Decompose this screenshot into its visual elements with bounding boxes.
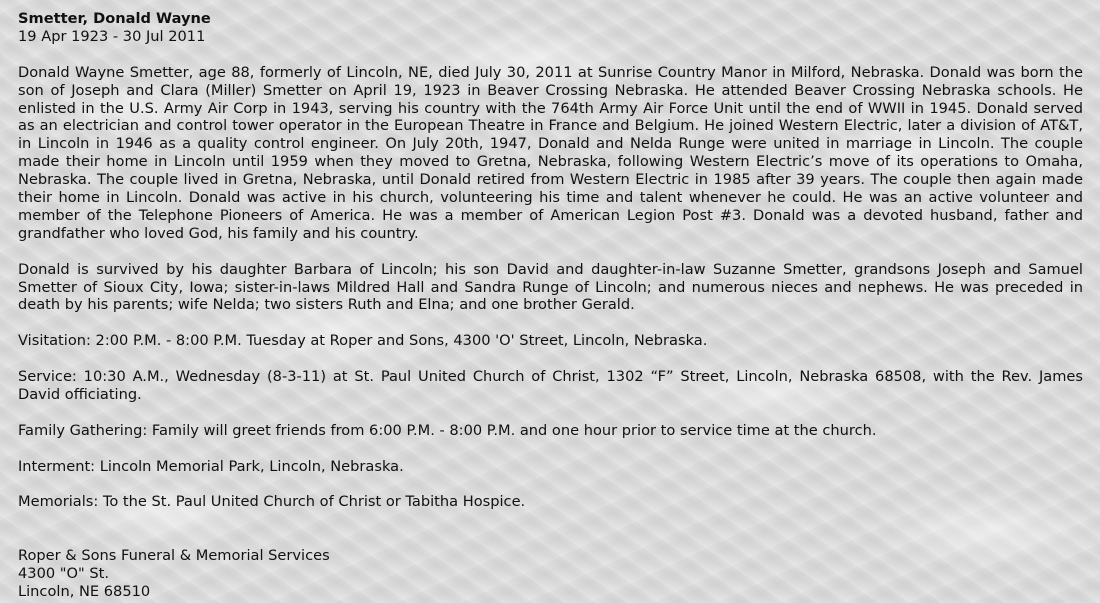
visitation-paragraph: Visitation: 2:00 P.M. - 8:00 P.M. Tuesday at Roper and Sons, 4300 'O' Street, Lincoln, Nebraska. xyxy=(18,332,708,350)
funeral-home-city: Lincoln, NE 68510 xyxy=(18,582,151,600)
survivors-paragraph: Donald is survived by his daughter Barbara of Lincoln; his son David and daughter-in-law Suzanne Smetter, grandsons Joseph and Samuel Smetter of Sioux City, Iowa; sister-in-laws Mildred Hall and Sandra Runge of Lincoln; and numerous nieces and nephews. He was preceded in death by his parents; wife Nelda; two sisters Ruth and Elna; and one brother Gerald. xyxy=(18,260,1083,314)
funeral-home-name: Roper & Sons Funeral & Memorial Services xyxy=(18,547,330,565)
service-paragraph: Service: 10:30 A.M., Wednesday (8-3-11) at St. Paul United Church of Christ, 1302 “F” Street, Lincoln, Nebraska 68508, with the Rev. James David officiating. xyxy=(18,368,1083,403)
obituary-dates: 19 Apr 1923 - 30 Jul 2011 xyxy=(18,27,206,45)
funeral-home-street: 4300 "O" St. xyxy=(18,564,109,582)
funeral-home-address xyxy=(18,547,1083,601)
family-gathering-paragraph: Family Gathering: Family will greet friends from 6:00 P.M. - 8:00 P.M. and one hour prior to service time at the church. xyxy=(18,421,877,439)
memorials-paragraph: Memorials: To the St. Paul United Church of Christ or Tabitha Hospice. xyxy=(18,493,526,511)
obituary xyxy=(18,10,1083,601)
biography-paragraph: Donald Wayne Smetter, age 88, formerly of Lincoln, NE, died July 30, 2011 at Sunrise Country Manor in Milford, Nebraska. Donald was born the son of Joseph and Clara (Miller) Smetter on April 19, 1923 in Beaver Crossing Nebraska. He attended Beaver Crossing Nebraska schools. He enlisted in the U.S. Army Air Corp in 1943, serving his country with the 764th Army Air Force Unit until the end of WWII in 1945. Donald served as an electrician and control tower operator in the European Theatre in France and Belgium. He joined Western Electric, later a division of AT&T, in Lincoln in 1946 as a quality control engineer. On July 20th, 1947, Donald and Nelda Runge were united in marriage in Lincoln. The couple made their home in Lincoln until 1959 when they moved to Gretna, Nebraska, following Western Electric’s move of its operations to Omaha, Nebraska. The couple lived in Gretna, Nebraska, until Donald retired from Western Electric in 1985 after 39 years. The couple then again made their home in Lincoln. Donald was active in his church, volunteering his time and talent whenever he could. He was an active volunteer and member of the Telephone Pioneers of America. He was a member of American Legion Post #3. Donald was a devoted husband, father and grandfather who loved God, his family and his country. xyxy=(18,63,1083,242)
obituary-name: Smetter, Donald Wayne xyxy=(18,10,211,27)
interment-paragraph: Interment: Lincoln Memorial Park, Lincoln, Nebraska. xyxy=(18,457,404,475)
